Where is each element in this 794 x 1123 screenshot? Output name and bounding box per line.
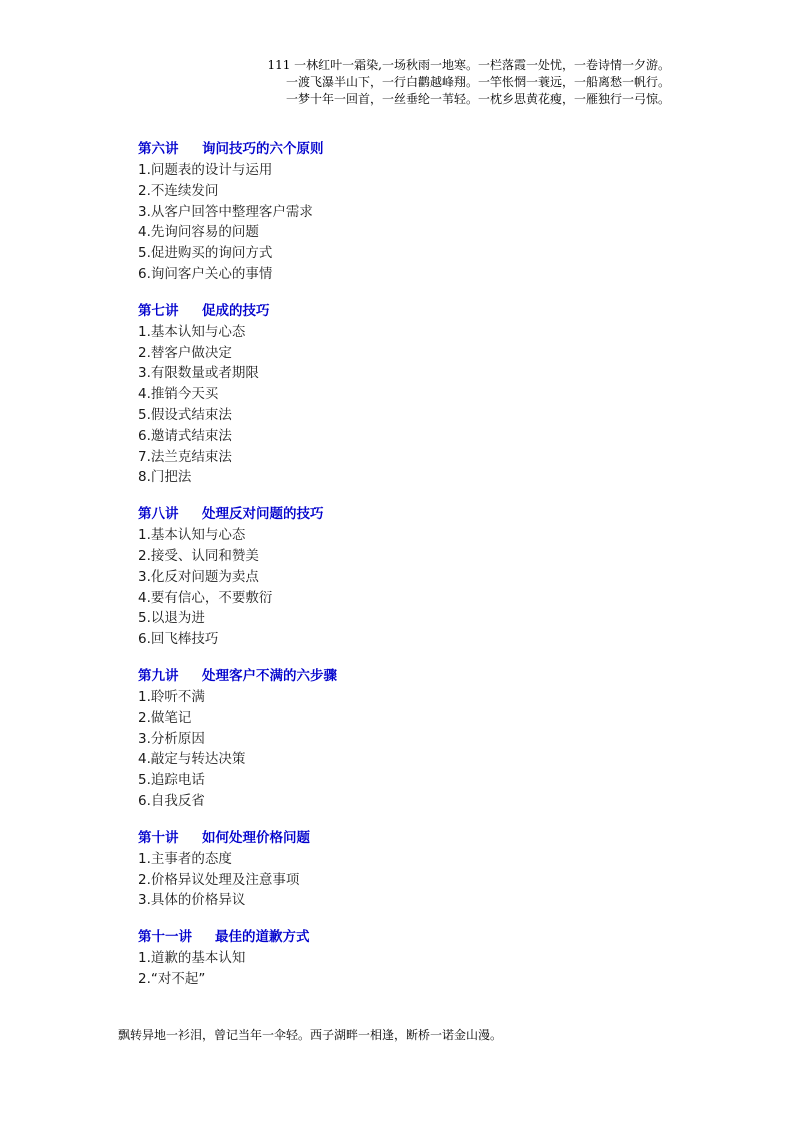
list-item: 2.替客户做决定 [138, 344, 232, 361]
lecture-number: 第十讲 [138, 829, 179, 846]
lecture-outline [138, 139, 698, 1006]
list-item: 1.基本认知与心态 [138, 323, 246, 340]
list-item: 1.问题表的设计与运用 [138, 162, 273, 178]
lecture-number: 第七讲 [138, 302, 179, 319]
header-line: 111 一林红叶一霜染,一场秋雨一地寒。一栏落霞一处忧，一卷诗情一夕游。 [267, 58, 670, 72]
section-heading [138, 666, 698, 687]
list-item: 4.敲定与转达决策 [138, 751, 246, 768]
lecture-section [138, 927, 698, 990]
section-heading [138, 301, 698, 322]
section-title-text: 处理反对问题的技巧 [202, 506, 324, 523]
list-item: 3.有限数量或者期限 [138, 365, 259, 382]
footer-poem: 飘转异地一衫泪，曾记当年一伞轻。西子湖畔一相逢，断桥一诺金山漫。 [118, 1028, 503, 1042]
list-item: 4.先询问容易的问题 [138, 224, 259, 241]
lecture-section [138, 301, 698, 488]
list-item: 1.聆听不满 [138, 688, 205, 705]
list-item: 3.化反对问题为卖点 [138, 568, 259, 585]
list-item: 6.自我反省 [138, 792, 205, 809]
list-item: 5.促进购买的询问方式 [138, 245, 273, 262]
list-item: 7.法兰克结束法 [138, 448, 232, 465]
list-item: 5.以退为进 [138, 610, 205, 627]
list-item: 4.推销今天买 [138, 386, 219, 403]
header-poem [267, 57, 670, 108]
list-item: 2.不连续发问 [138, 182, 219, 199]
list-item: 3.分析原因 [138, 730, 205, 747]
list-item: 6.回飞棒技巧 [138, 631, 219, 648]
list-item: 1.道歉的基本认知 [138, 950, 246, 967]
list-item: 3.具体的价格异议 [138, 892, 246, 909]
section-title-text: 处理客户不满的六步骤 [202, 667, 337, 684]
section-heading [138, 504, 698, 525]
list-item: 1.基本认知与心态 [138, 527, 246, 544]
lecture-number: 第十一讲 [138, 929, 192, 946]
lecture-section [138, 666, 698, 812]
lecture-section [138, 828, 698, 911]
list-item: 5.追踪电话 [138, 772, 205, 789]
list-item: 8.门把法 [138, 469, 192, 486]
lecture-number: 第九讲 [138, 667, 179, 684]
list-item: 5.假设式结束法 [138, 406, 232, 423]
section-heading [138, 927, 698, 948]
lecture-section [138, 504, 698, 650]
section-title-text: 最佳的道歉方式 [215, 929, 310, 946]
list-item: 6.邀请式结束法 [138, 427, 232, 444]
section-title-text: 促成的技巧 [202, 302, 270, 319]
header-line: 一梦十年一回首，一丝垂纶一苇轻。一枕乡思黄花瘦，一雁独行一弓惊。 [285, 92, 670, 106]
section-title-text: 如何处理价格问题 [202, 829, 310, 846]
list-item: 1.主事者的态度 [138, 850, 232, 867]
header-line: 一渡飞瀑半山下，一行白鹳越峰翔。一竿怅惘一蓑远，一船离愁一帆行。 [285, 75, 670, 89]
list-item: 3.从客户回答中整理客户需求 [138, 203, 313, 220]
section-heading [138, 139, 698, 160]
lecture-section [138, 139, 698, 285]
list-item: 2.做笔记 [138, 709, 192, 726]
list-item: 2.“对不起” [138, 970, 206, 987]
list-item: 4.要有信心，不要敷衍 [138, 589, 273, 606]
list-item: 2.接受、认同和赞美 [138, 547, 259, 564]
list-item: 2.价格异议处理及注意事项 [138, 871, 300, 888]
lecture-number: 第六讲 [138, 141, 179, 157]
section-heading [138, 828, 698, 849]
section-title-text: 询问技巧的六个原则 [202, 141, 324, 157]
list-item: 6.询问客户关心的事情 [138, 265, 273, 282]
lecture-number: 第八讲 [138, 506, 179, 523]
